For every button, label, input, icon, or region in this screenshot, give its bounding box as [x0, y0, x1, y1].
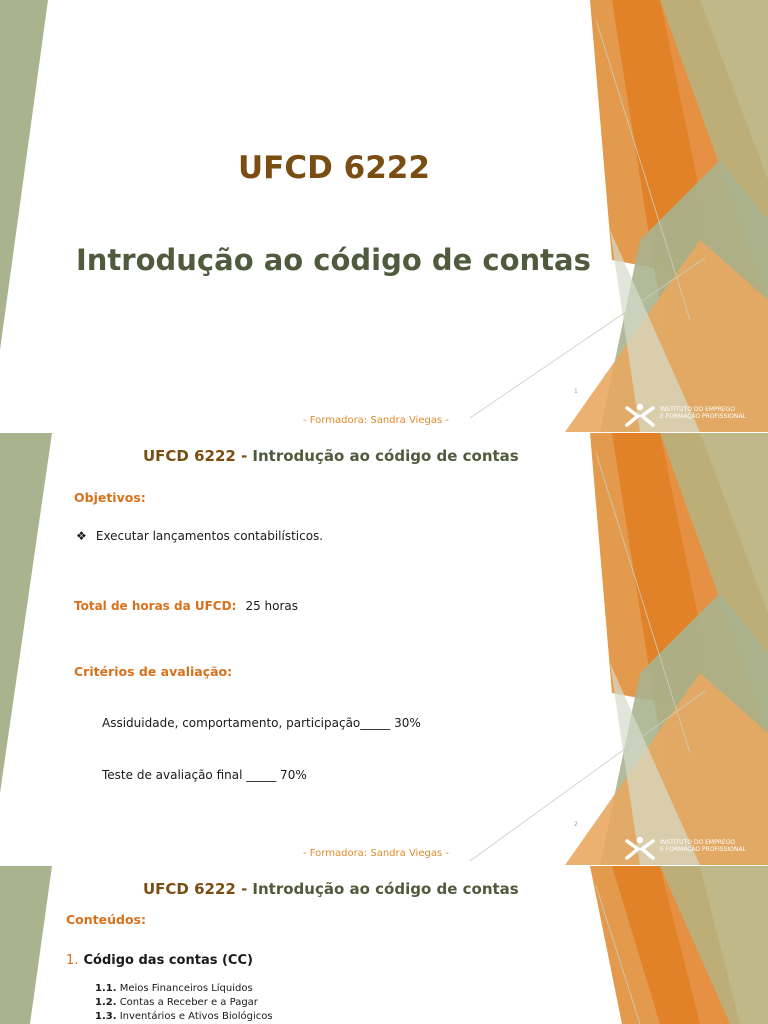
criterio-teste: Teste de avaliação final _____ 70% — [102, 768, 307, 782]
objetivo-text: Executar lançamentos contabilísticos. — [95, 529, 324, 543]
slide-1-title: UFCD 6222 — [238, 150, 430, 186]
objetivos-label: Objetivos: — [74, 490, 146, 505]
total-horas-value: 25 horas — [245, 599, 299, 613]
slide-3-header-text: Introdução ao código de contas — [252, 880, 519, 898]
slide-3-header-code: UFCD 6222 - — [143, 880, 248, 898]
list-item: 1.2. Contas a Receber e a Pagar — [95, 997, 258, 1008]
conteudos-label: Conteúdos: — [66, 912, 146, 927]
iefp-logo-text: INSTITUTO DO EMPREGO E FORMAÇÃO PROFISSIONAL — [660, 839, 746, 853]
slide-2-header-code: UFCD 6222 - — [143, 447, 248, 465]
criterios-label: Critérios de avaliação: — [74, 664, 233, 679]
slide-2 — [0, 433, 768, 865]
iefp-logo-icon — [624, 402, 656, 428]
slide-3 — [0, 866, 768, 1024]
slide-2-page-number: 2 — [574, 821, 578, 828]
slide-2-header-text: Introdução ao código de contas — [252, 447, 519, 465]
total-horas — [74, 595, 298, 614]
section-heading — [66, 949, 253, 968]
iefp-logo-text: INSTITUTO DO EMPREGO E FORMAÇÃO PROFISSIONAL — [660, 406, 746, 420]
total-horas-label: Total de horas da UFCD: — [74, 599, 237, 613]
slide-1-page-number: 1 — [574, 388, 578, 395]
criterio-assiduidade: Assiduidade, comportamento, participação_____ 30% — [102, 716, 421, 730]
slide-1-subtitle: Introdução ao código de contas — [76, 243, 591, 277]
slide-2-footer: - Formadora: Sandra Viegas - — [303, 848, 449, 859]
content-list — [95, 982, 273, 1024]
slide-1 — [0, 0, 768, 432]
objetivo-bullet — [76, 525, 323, 544]
list-item: 1.3. Inventários e Ativos Biológicos — [95, 1011, 273, 1022]
diamond-bullet-icon: ❖ — [76, 529, 87, 543]
slide-2-header — [143, 446, 519, 465]
section-number: 1. — [66, 953, 79, 968]
slide-1-footer: - Formadora: Sandra Viegas - — [303, 415, 449, 426]
iefp-logo-icon — [624, 835, 656, 861]
section-title: Código das contas (CC) — [83, 953, 253, 968]
slide-3-header — [143, 879, 519, 898]
list-item: 1.1. Meios Financeiros Líquidos — [95, 983, 253, 994]
slide-1-decoration — [0, 0, 768, 432]
